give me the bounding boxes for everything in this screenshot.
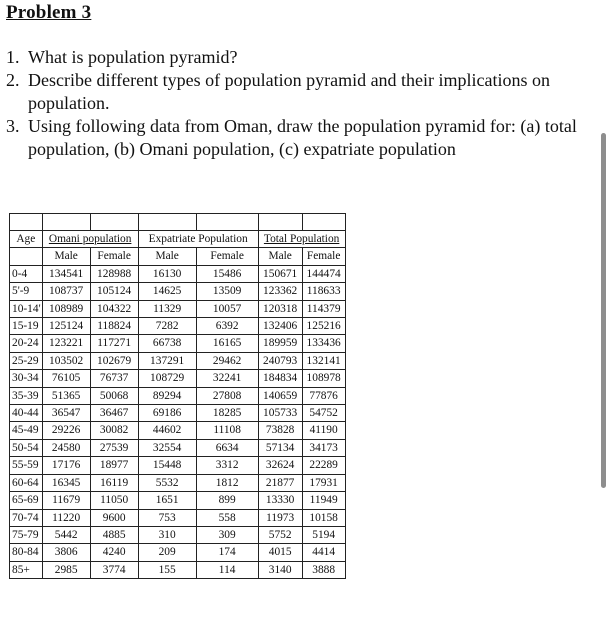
total-female-cell: 114379 [302,300,345,317]
age-cell: 75-79 [10,526,43,543]
sex-header-blank [10,248,43,265]
expatriate-male-header: Male [138,248,196,265]
omani-male-cell: 3806 [42,544,90,561]
age-cell: 70-74 [10,509,43,526]
total-male-cell: 57134 [258,439,302,456]
question-item [6,115,581,161]
expatriate-female-header: Female [196,248,258,265]
table-row [10,318,346,335]
expatriate-female-cell: 114 [196,561,258,578]
omani-male-header: Male [42,248,90,265]
vertical-scrollbar[interactable] [601,133,606,488]
table-row [10,283,346,300]
expatriate-female-cell: 32241 [196,370,258,387]
omani-female-cell: 30082 [90,422,138,439]
expatriate-male-cell: 137291 [138,352,196,369]
question-item [6,46,581,69]
table-group-header-row [10,231,346,248]
omani-female-cell: 3774 [90,561,138,578]
table-row [10,335,346,352]
total-female-cell: 34173 [302,439,345,456]
total-male-cell: 11973 [258,509,302,526]
total-female-cell: 77876 [302,387,345,404]
table-row [10,509,346,526]
expatriate-female-cell: 13509 [196,283,258,300]
omani-male-cell: 24580 [42,439,90,456]
question-text: Using following data from Oman, draw the population pyramid for: (a) total population, (b) Omani population, (c) expatriate population [28,116,577,159]
omani-male-cell: 5442 [42,526,90,543]
age-cell: 65-69 [10,492,43,509]
total-male-cell: 140659 [258,387,302,404]
age-cell: 45-49 [10,422,43,439]
omani-female-cell: 128988 [90,265,138,282]
total-female-header: Female [302,248,345,265]
omani-male-cell: 108737 [42,283,90,300]
table-row [10,526,346,543]
expatriate-male-cell: 209 [138,544,196,561]
age-cell: 50-54 [10,439,43,456]
total-female-cell: 17931 [302,474,345,491]
expatriate-female-cell: 6392 [196,318,258,335]
age-cell: 10-14' [10,300,43,317]
total-male-cell: 132406 [258,318,302,335]
total-female-cell: 11949 [302,492,345,509]
omani-female-cell: 76737 [90,370,138,387]
age-cell: 0-4 [10,265,43,282]
omani-female-cell: 4885 [90,526,138,543]
expatriate-female-cell: 174 [196,544,258,561]
total-female-cell: 22289 [302,457,345,474]
total-male-cell: 4015 [258,544,302,561]
total-female-cell: 4414 [302,544,345,561]
expatriate-male-cell: 1651 [138,492,196,509]
omani-female-header: Female [90,248,138,265]
expatriate-male-cell: 32554 [138,439,196,456]
table-cell [258,214,302,231]
table-blank-row [10,214,346,231]
total-male-cell: 105733 [258,405,302,422]
table-cell [138,214,196,231]
omani-female-cell: 11050 [90,492,138,509]
expatriate-male-cell: 5532 [138,474,196,491]
question-text: What is population pyramid? [28,47,238,67]
omani-female-cell: 118824 [90,318,138,335]
age-cell: 60-64 [10,474,43,491]
total-male-cell: 73828 [258,422,302,439]
expatriate-female-cell: 3312 [196,457,258,474]
total-female-cell: 10158 [302,509,345,526]
total-female-cell: 5194 [302,526,345,543]
total-male-cell: 32624 [258,457,302,474]
expatriate-male-cell: 108729 [138,370,196,387]
table-row [10,474,346,491]
omani-male-cell: 123221 [42,335,90,352]
age-cell: 80-84 [10,544,43,561]
table-row [10,439,346,456]
table-row [10,492,346,509]
question-number: 2. [6,70,20,90]
expatriate-female-cell: 309 [196,526,258,543]
question-list [6,46,581,161]
omani-female-cell: 4240 [90,544,138,561]
total-female-cell: 108978 [302,370,345,387]
omani-male-cell: 16345 [42,474,90,491]
omani-male-cell: 125124 [42,318,90,335]
question-number: 3. [6,116,20,136]
expatriate-male-cell: 14625 [138,283,196,300]
age-cell: 85+ [10,561,43,578]
table-row [10,544,346,561]
expatriate-female-cell: 899 [196,492,258,509]
age-cell: 15-19 [10,318,43,335]
total-male-cell: 150671 [258,265,302,282]
expatriate-female-cell: 10057 [196,300,258,317]
total-male-cell: 240793 [258,352,302,369]
expatriate-male-cell: 310 [138,526,196,543]
expatriate-female-cell: 27808 [196,387,258,404]
total-male-cell: 13330 [258,492,302,509]
table-row [10,561,346,578]
omani-male-cell: 29226 [42,422,90,439]
total-male-cell: 189959 [258,335,302,352]
expatriate-male-cell: 44602 [138,422,196,439]
age-cell: 25-29 [10,352,43,369]
age-cell: 30-34 [10,370,43,387]
expatriate-population-header: Expatriate Population [138,231,258,248]
question-text: Describe different types of population pyramid and their implications on population. [28,70,551,113]
table-row [10,265,346,282]
omani-female-cell: 50068 [90,387,138,404]
problem-title: Problem 3 [6,2,92,23]
expatriate-female-cell: 29462 [196,352,258,369]
omani-male-cell: 11220 [42,509,90,526]
omani-female-cell: 104322 [90,300,138,317]
omani-male-cell: 11679 [42,492,90,509]
omani-female-cell: 27539 [90,439,138,456]
age-cell: 55-59 [10,457,43,474]
table-row [10,457,346,474]
expatriate-female-cell: 18285 [196,405,258,422]
omani-male-cell: 108989 [42,300,90,317]
omani-female-cell: 18977 [90,457,138,474]
total-male-cell: 123362 [258,283,302,300]
table-row [10,422,346,439]
total-female-cell: 144474 [302,265,345,282]
age-cell: 5'-9 [10,283,43,300]
omani-male-cell: 76105 [42,370,90,387]
question-number: 1. [6,47,20,67]
omani-population-header: Omani population [42,231,138,248]
expatriate-female-cell: 15486 [196,265,258,282]
expatriate-male-cell: 155 [138,561,196,578]
omani-male-cell: 36547 [42,405,90,422]
expatriate-female-cell: 16165 [196,335,258,352]
total-female-cell: 54752 [302,405,345,422]
table-cell [302,214,345,231]
omani-male-cell: 51365 [42,387,90,404]
age-cell: 35-39 [10,387,43,404]
table-row [10,370,346,387]
table-row [10,300,346,317]
omani-female-cell: 36467 [90,405,138,422]
total-male-header: Male [258,248,302,265]
age-header: Age [10,231,43,248]
total-female-cell: 41190 [302,422,345,439]
total-female-cell: 125216 [302,318,345,335]
omani-male-cell: 17176 [42,457,90,474]
expatriate-male-cell: 69186 [138,405,196,422]
omani-female-cell: 105124 [90,283,138,300]
total-female-cell: 3888 [302,561,345,578]
table-cell [10,214,43,231]
total-female-cell: 118633 [302,283,345,300]
expatriate-male-cell: 89294 [138,387,196,404]
expatriate-female-cell: 558 [196,509,258,526]
omani-female-cell: 16119 [90,474,138,491]
omani-female-cell: 102679 [90,352,138,369]
total-female-cell: 132141 [302,352,345,369]
omani-male-cell: 103502 [42,352,90,369]
expatriate-male-cell: 7282 [138,318,196,335]
expatriate-male-cell: 11329 [138,300,196,317]
total-male-cell: 120318 [258,300,302,317]
age-cell: 20-24 [10,335,43,352]
expatriate-female-cell: 11108 [196,422,258,439]
table-cell [90,214,138,231]
table-row [10,387,346,404]
total-male-cell: 5752 [258,526,302,543]
expatriate-female-cell: 1812 [196,474,258,491]
expatriate-male-cell: 16130 [138,265,196,282]
expatriate-male-cell: 15448 [138,457,196,474]
age-cell: 40-44 [10,405,43,422]
expatriate-female-cell: 6634 [196,439,258,456]
table-cell [196,214,258,231]
table-row [10,405,346,422]
total-male-cell: 184834 [258,370,302,387]
expatriate-male-cell: 66738 [138,335,196,352]
question-item [6,69,581,115]
table-sex-header-row [10,248,346,265]
total-male-cell: 3140 [258,561,302,578]
total-male-cell: 21877 [258,474,302,491]
omani-female-cell: 117271 [90,335,138,352]
table-cell [42,214,90,231]
omani-male-cell: 2985 [42,561,90,578]
expatriate-male-cell: 753 [138,509,196,526]
total-population-header: Total Population [258,231,345,248]
total-female-cell: 133436 [302,335,345,352]
table-row [10,352,346,369]
omani-female-cell: 9600 [90,509,138,526]
omani-male-cell: 134541 [42,265,90,282]
population-table [9,213,346,579]
